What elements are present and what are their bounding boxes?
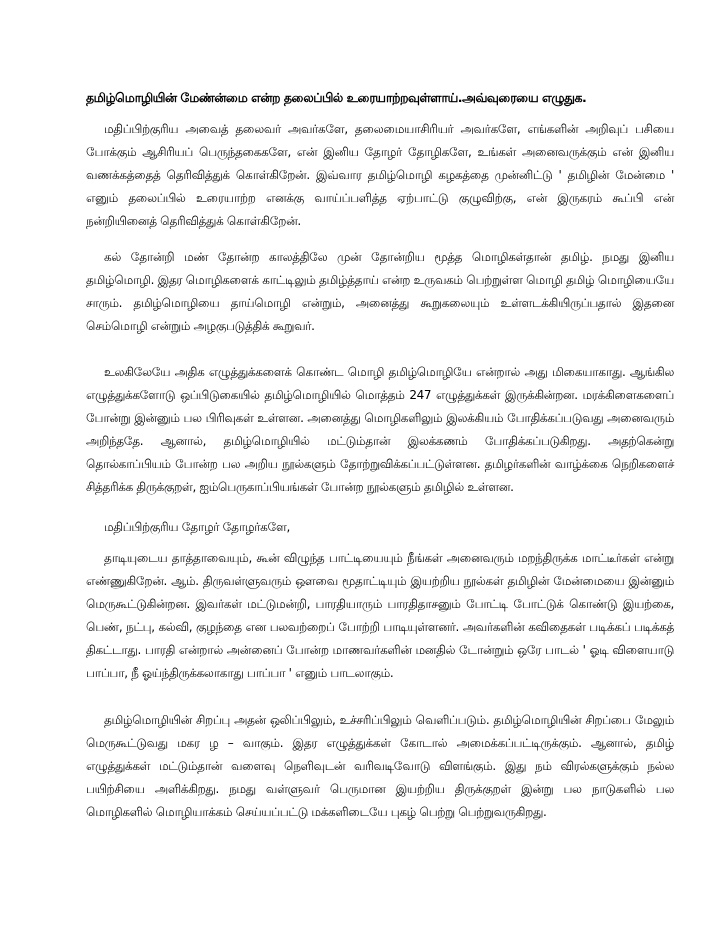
- paragraph-address: மதிப்பிற்குரிய தோழர் தோழர்களே,: [104, 520, 290, 534]
- paragraph-poets: தாடியுடைய தாத்தாவையும், கூன் விழுந்த பாட்டியையும் நீங்கள் அனைவரும் மறந்திருக்க மாட்டீர்கள் என்று எண்ணுகிறேன். ஆம். திருவள்ளுவரும் ஔவை மூதாட்டியும் இயற்றிய நூல்கள் தமிழின் மேன்மையை இன்னும் மெருகூட்டுகின்றன. இவர்கள் மட்டுமன்றி, பாரதியாரும் பாரதிதாசனும் போட்டி போட்டுக் கொண்டு இயற்கை, பெண், நட்பு, கல்வி, குழந்தை என பலவற்றைப் போற்றி பாடியுள்ளனர். அவர்களின் கவிதைகள் படிக்கப் படிக்கத் திகட்டாது. பாரதி என்றால் அன்னைப் போன்ற மாணவர்களின் மனதில் டோன்றும் ஒரே பாடல் ' ஓடி விளையாடு பாப்பா, நீ ஓய்ந்திருக்கலாகாது பாப்பா ' எனும் பாடலாகும்.: [86, 551, 674, 680]
- essay-question-heading: தமிழ்மொழியின் மேண்ன்மை என்ற தலைப்பில் உரையாற்றவுள்ளாய்.அவ்வுரையை எழுதுக.: [86, 90, 587, 105]
- paragraph-letters-literature: உலகிலேயே அதிக எழுத்துக்களைக் கொண்ட மொழி தமிழ்மொழியே என்றால் அது மிகையாகாது. ஆங்கில எழுத்துக்களோடு ஒப்பிடுகையில் தமிழ்மொழியில் மொத்தம் 247 எழுத்துக்கள் இருக்கின்றன. மரக்கிளைகளைப் போன்று இன்னும் பல பிரிவுகள் உள்ளன. அனைத்து மொழிகளிலும் இலக்கியம் போதிக்கப்படுவது அனைவரும் அறிந்ததே. ஆனால், தமிழ்மொழியில் மட்டும்தான் இலக்கணம் போதிக்கப்படுகிறது. அதற்கென்று தொல்காப்பியம் போன்ற பல அறிய நூல்களும் தோற்றுவிக்கப்பட்டுள்ளன. தமிழர்களின் வாழ்க்கை நெறிகளைச் சித்தரிக்க திருக்குறள், ஐம்பெருகாப்பியங்கள் போன்ற நூல்களும் தமிழில் உள்ளன.: [86, 365, 674, 494]
- paragraph-origin: கல் தோன்றி மண் தோன்ற காலத்திலே முன் தோன்றிய மூத்த மொழிகள்தான் தமிழ். நமது இனிய தமிழ்மொழி. இதர மொழிகளைக் காட்டிலும் தமிழ்த்தாய் என்ற உருவகம் பெற்றுள்ள மொழி தமிழ் மொழியையே சாரும். தமிழ்மொழியை தாய்மொழி என்றும், அனைத்து கூறுகலையும் உள்ளடக்கியிருப்பதால் இதனை செம்மொழி என்றும் அழகுபடுத்திக் கூறுவர்.: [86, 250, 674, 333]
- paragraph-pronunciation: தமிழ்மொழியின் சிறப்பு அதன் ஒலிப்பிலும், உச்சரிப்பிலும் வெளிப்படும். தமிழ்மொழியின் சிறப்பை மேலும் மெருகூட்டுவது மகர ழ – வாகும். இதர எழுத்துக்கள் கோடால் அமைக்கப்பட்டிருக்கும். ஆனால், தமிழ் எழுத்துக்கள் மட்டும்தான் வளைவு நெளிவுடன் வரிவடிவோடு விளங்கும். இது நம் விரல்களுக்கும் நல்ல பயிற்சியை அளிக்கிறது. நமது வள்ளுவர் பெருமான இயற்றிய திருக்குறள் இன்று பல நாடுகளில் பல மொழிகளில் மொழியாக்கம் செய்யப்பட்டு மக்களிடையே புகழ் பெற்று பெற்றுவருகிறது.: [86, 713, 674, 819]
- paragraph-greeting: மதிப்பிற்குரிய அவைத் தலைவர் அவர்களே, தலைமையாசிரியர் அவர்களே, எங்களின் அறிவுப் பசியை போக்கும் ஆசிரியப் பெருந்தகைகளே, என் இனிய தோழர் தோழிகளே, உங்கள் அனைவருக்கும் என் இனிய வணக்கத்தைத் தெரிவித்துக் கொள்கிறேன். இவ்வார தமிழ்மொழி கழகத்தை முன்னிட்டு ' தமிழின் மேன்மை ' எனும் தலைப்பில் உரையாற்ற எனக்கு வாய்ப்பளித்த ஏற்பாட்டு குழுவிற்கு, என் இருகரம் கூப்பி என் நன்றியினைத் தெரிவித்துக் கொள்கிறேன்.: [86, 122, 674, 228]
